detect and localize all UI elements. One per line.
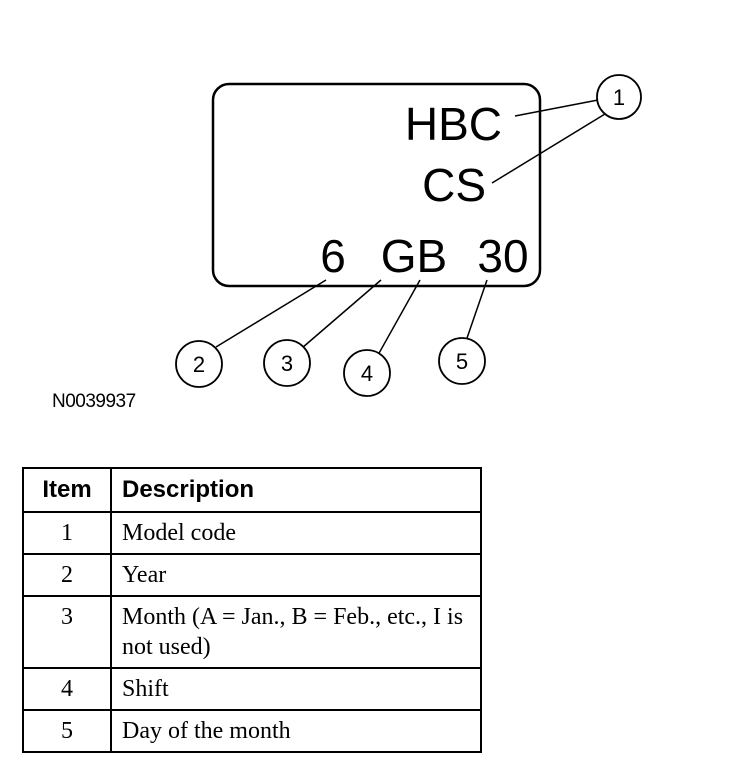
table-row: [23, 668, 481, 710]
callout-1: [597, 75, 641, 119]
leader-1a: [515, 100, 598, 116]
figure-id: N0039937: [52, 391, 136, 412]
callout-4-number: 4: [360, 361, 374, 386]
leader-3: [302, 280, 381, 348]
row-description: Year: [111, 554, 481, 596]
table-row: [23, 512, 481, 554]
leader-5: [466, 280, 487, 341]
model-code-line2: CS: [422, 159, 486, 211]
row-description: Model code: [111, 512, 481, 554]
header-description: Description: [111, 468, 481, 512]
table-row: [23, 554, 481, 596]
row-description: Month (A = Jan., B = Feb., etc., I is not used): [111, 596, 481, 668]
leader-4: [378, 280, 420, 355]
row-item-number: 1: [23, 512, 111, 554]
callout-3-number: 3: [280, 351, 294, 376]
row-item-number: 4: [23, 668, 111, 710]
row-item-number: 5: [23, 710, 111, 752]
legend-header-row: [23, 468, 481, 512]
callout-3: [264, 340, 310, 386]
callout-2: [176, 341, 222, 387]
leader-2: [216, 280, 326, 347]
callout-1-number: 1: [612, 85, 626, 110]
day-code: 30: [477, 230, 529, 282]
header-item: Item: [23, 468, 111, 512]
year-code: 6: [320, 230, 346, 282]
model-code-line1: HBC: [404, 98, 502, 150]
callout-5-number: 5: [455, 349, 469, 374]
month-shift-code: GB: [380, 230, 448, 282]
callout-2-number: 2: [192, 352, 206, 377]
legend-table: [22, 467, 482, 753]
leader-1b: [492, 114, 605, 183]
table-row: [23, 710, 481, 752]
row-description: Shift: [111, 668, 481, 710]
callout-4: [344, 350, 390, 396]
table-row: [23, 596, 481, 668]
row-item-number: 3: [23, 596, 111, 668]
row-item-number: 2: [23, 554, 111, 596]
callout-5: [439, 338, 485, 384]
row-description: Day of the month: [111, 710, 481, 752]
